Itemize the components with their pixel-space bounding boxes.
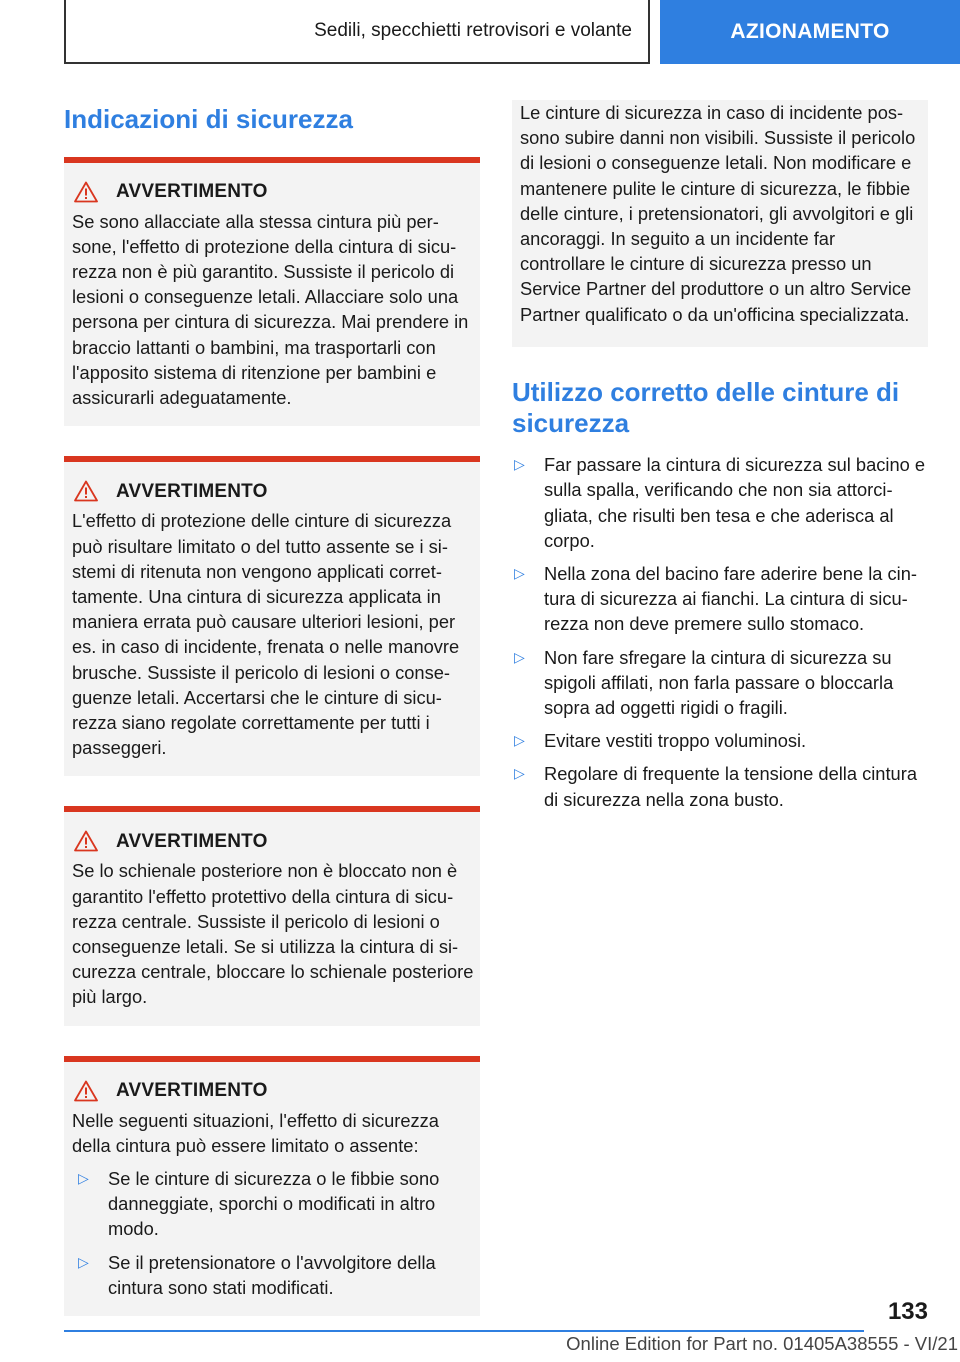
section-title: Sedili, specchietti retrovisori e volante [64,0,650,64]
instruction-list [512,452,928,812]
warning-title: AVVERTIMENTO [116,480,268,502]
warning-triangle-icon [74,480,98,502]
warning-text: L'effetto di protezione delle cinture di sicurezza può risultare limitato o del tutto assente se i sistemi di ritenuta non vengono applicati correttamente. Una cintura di sicurezza applicata in maniera errata può causare ulteriori lesioni, per es. in caso di incidente, frenata o nelle manovre brusche. Sussiste il pericolo di lesioni o conseguenze letali. Accertarsi che le cinture di sicurezza siano regolate correttamente per tutti i passeggeri. [72,510,460,759]
warning-header [72,177,474,207]
warning-header [72,476,474,506]
triangle-bullet-icon: ▷ [514,564,525,581]
page-header [0,0,960,66]
list-item-text: Non fare sfregare la cintura di sicurezza su spigoli affilati, non farla passare o bloccarla sopra ad oggetti rigidi o fragili. [544,646,894,718]
warning-triangle-icon [74,1080,98,1102]
triangle-bullet-icon: ▷ [514,648,525,665]
warning-continuation [512,100,928,347]
warning-title: AVVERTIMENTO [116,181,268,203]
page-number: 133 [887,1298,928,1325]
footer-divider [64,1330,864,1332]
warning-list [72,1166,474,1300]
chapter-tab[interactable]: AZIONAMENTO [660,0,960,64]
subsection-heading: Utilizzo corretto delle cinture di sicurezza [512,376,900,438]
list-item [72,1250,474,1300]
list-item [512,645,928,721]
right-column [512,100,928,820]
warning-box [64,157,480,427]
warning-text: Se sono allacciate alla stessa cintura più persone, l'effetto di protezione della cintura di sicurezza non è più garantito. Sussiste il pericolo di lesioni o conseguenze letali. Allacciare solo una persona per cintura di sicurezza. Mai prendere in braccio lattanti o bambini, ma trasportarli con l'apposito sistema di ritenzione per bambini e assicurarli adeguatamente. [72,210,469,409]
edition-footer: Online Edition for Part no. 01405A38555 - VI/21 [566,1333,958,1354]
triangle-bullet-icon: ▷ [514,732,525,749]
list-item-text: Regolare di frequente la tensione della cintura di sicurezza nella zona busto. [544,763,917,810]
section-heading: Indicazioni di sicurezza [64,104,353,134]
warning-box [64,806,480,1025]
warning-title: AVVERTIMENTO [116,830,268,852]
list-item [512,761,928,811]
warning-text: Se lo schienale posteriore non è bloccato non è garantito l'effetto protettivo della cintura di sicurezza centrale. Sussiste il pericolo di lesioni o conseguenze letali. Se si utilizza la cintura di sicurezza centrale, bloccare lo schienale posteriore più largo. [72,860,474,1008]
list-item [512,728,928,753]
triangle-bullet-icon: ▷ [78,1169,89,1186]
list-item-text: Far passare la cintura di sicurezza sul bacino e sulla spalla, verificando che non sia attorcigliata, che risulti ben tesa e che aderisca al corpo. [544,454,926,551]
warning-box [64,456,480,776]
continuation-text: Le cinture di sicurezza in caso di incidente possono subire danni non visibili. Sussiste il pericolo di lesioni o conseguenze letali. Non modificare e mantenere pulite le cinture di sicurezza, le fibbie delle cinture, i pretensionatori, gli avvolgitori e gli ancoraggi. In seguito a un incidente far controllare le cinture di sicurezza presso un Service Partner del produttore o un altro Service Partner qualificato o da un'officina specializzata. [520,102,916,325]
warning-triangle-icon [74,181,98,203]
list-item [512,452,928,553]
warning-box [64,1056,480,1316]
warning-title: AVVERTIMENTO [116,1079,268,1101]
warning-text: Nelle seguenti situazioni, l'effetto di sicurezza della cintura può essere limitato o assente: [72,1109,439,1156]
list-item [512,561,928,637]
warning-header [72,826,474,856]
list-item [72,1166,474,1242]
list-item-text: Se le cinture di sicurezza o le fibbie sono danneggiate, sporchi o modificati in altro modo. [108,1167,440,1240]
triangle-bullet-icon: ▷ [514,765,525,782]
warning-triangle-icon [74,830,98,852]
list-item-text: Evitare vestiti troppo voluminosi. [544,730,807,752]
list-item-text: Se il pretensionatore o l'avvolgitore della cintura sono stati modificati. [108,1251,436,1298]
triangle-bullet-icon: ▷ [514,456,525,473]
left-column [64,100,480,1346]
triangle-bullet-icon: ▷ [78,1253,89,1270]
warning-header [72,1076,474,1106]
list-item-text: Nella zona del bacino fare aderire bene la cintura di sicurezza ai fianchi. La cintura di sicurezza non deve premere sullo stomaco. [544,562,917,635]
